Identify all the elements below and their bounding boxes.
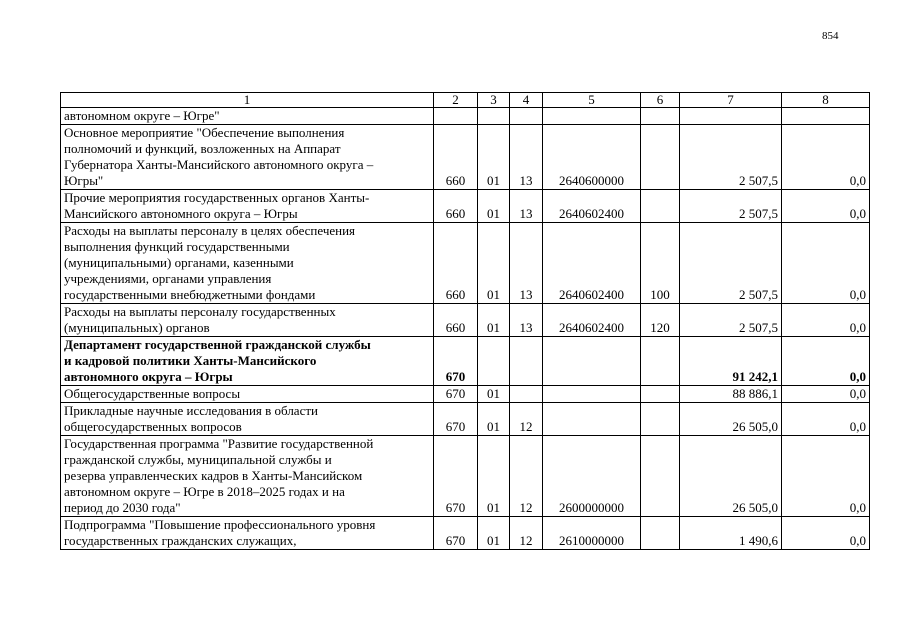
code-cell: 660 <box>434 125 478 190</box>
row-name: Расходы на выплаты персоналу государственных (муниципальных) органов <box>61 304 434 337</box>
amount2-cell: 0,0 <box>782 403 870 436</box>
code-cell: 660 <box>434 223 478 304</box>
table-row <box>61 436 870 517</box>
row-name: Прочие мероприятия государственных органов Ханты- Мансийского автономного округа – Югры <box>61 190 434 223</box>
code-cell: 670 <box>434 517 478 550</box>
section-cell: 01 <box>478 403 510 436</box>
column-header: 5 <box>543 93 641 108</box>
section-cell: 01 <box>478 190 510 223</box>
code-cell: 660 <box>434 190 478 223</box>
section-cell: 01 <box>478 386 510 403</box>
row-name: Основное мероприятие "Обеспечение выполнения полномочий и функций, возложенных на Аппарат Губернатора Ханты-Мансийского автономного округа – Югры" <box>61 125 434 190</box>
amount-cell <box>680 108 782 125</box>
row-name: Общегосударственные вопросы <box>61 386 434 403</box>
amount-cell: 2 507,5 <box>680 125 782 190</box>
code-cell: 670 <box>434 436 478 517</box>
row-name: автономном округе – Югре" <box>61 108 434 125</box>
table-row <box>61 125 870 190</box>
amount-cell: 26 505,0 <box>680 403 782 436</box>
amount-cell: 26 505,0 <box>680 436 782 517</box>
row-name: Прикладные научные исследования в области общегосударственных вопросов <box>61 403 434 436</box>
table-row <box>61 403 870 436</box>
expense-type-cell <box>641 125 680 190</box>
code-cell: 670 <box>434 386 478 403</box>
subsection-cell <box>510 386 543 403</box>
column-header: 7 <box>680 93 782 108</box>
table-row <box>61 190 870 223</box>
table-row <box>61 108 870 125</box>
code-cell: 670 <box>434 403 478 436</box>
section-cell: 01 <box>478 223 510 304</box>
target-item-cell: 2600000000 <box>543 436 641 517</box>
subsection-cell: 13 <box>510 223 543 304</box>
amount2-cell: 0,0 <box>782 436 870 517</box>
amount2-cell: 0,0 <box>782 337 870 386</box>
table-header-row <box>61 93 870 108</box>
amount2-cell: 0,0 <box>782 304 870 337</box>
expense-type-cell <box>641 517 680 550</box>
amount-cell: 91 242,1 <box>680 337 782 386</box>
amount-cell: 2 507,5 <box>680 304 782 337</box>
amount-cell: 88 886,1 <box>680 386 782 403</box>
expense-type-cell <box>641 337 680 386</box>
table-row <box>61 517 870 550</box>
table-row <box>61 386 870 403</box>
section-cell <box>478 108 510 125</box>
amount-cell: 1 490,6 <box>680 517 782 550</box>
amount2-cell: 0,0 <box>782 190 870 223</box>
target-item-cell <box>543 108 641 125</box>
subsection-cell: 12 <box>510 517 543 550</box>
code-cell: 670 <box>434 337 478 386</box>
column-header: 4 <box>510 93 543 108</box>
subsection-cell: 13 <box>510 125 543 190</box>
amount2-cell <box>782 108 870 125</box>
section-cell: 01 <box>478 436 510 517</box>
code-cell <box>434 108 478 125</box>
column-header: 1 <box>61 93 434 108</box>
subsection-cell <box>510 337 543 386</box>
expense-type-cell <box>641 403 680 436</box>
row-name: Подпрограмма "Повышение профессионального уровня государственных гражданских служащих, <box>61 517 434 550</box>
row-name: Государственная программа "Развитие государственной гражданской службы, муниципальной службы и резерва управленческих кадров в Ханты-Мансийском автономном округе – Югре в 2018–2025 годах и на период до 2030 года" <box>61 436 434 517</box>
target-item-cell: 2640600000 <box>543 125 641 190</box>
amount2-cell: 0,0 <box>782 125 870 190</box>
expense-type-cell: 120 <box>641 304 680 337</box>
amount2-cell: 0,0 <box>782 223 870 304</box>
subsection-cell: 13 <box>510 304 543 337</box>
expense-type-cell <box>641 190 680 223</box>
subsection-cell: 12 <box>510 436 543 517</box>
amount2-cell: 0,0 <box>782 386 870 403</box>
target-item-cell: 2640602400 <box>543 223 641 304</box>
section-cell: 01 <box>478 125 510 190</box>
page-number: 854 <box>822 30 839 42</box>
table-row <box>61 304 870 337</box>
table-row <box>61 223 870 304</box>
amount-cell: 2 507,5 <box>680 190 782 223</box>
section-cell: 01 <box>478 304 510 337</box>
expense-type-cell: 100 <box>641 223 680 304</box>
expense-type-cell <box>641 108 680 125</box>
target-item-cell: 2640602400 <box>543 190 641 223</box>
subsection-cell: 12 <box>510 403 543 436</box>
row-name: Расходы на выплаты персоналу в целях обеспечения выполнения функций государственными (муниципальными) органами, казенными учреждениями, органами управления государственными внебюджетными фондами <box>61 223 434 304</box>
budget-table <box>60 92 870 550</box>
section-cell: 01 <box>478 517 510 550</box>
column-header: 2 <box>434 93 478 108</box>
target-item-cell: 2610000000 <box>543 517 641 550</box>
column-header: 6 <box>641 93 680 108</box>
amount-cell: 2 507,5 <box>680 223 782 304</box>
column-header: 8 <box>782 93 870 108</box>
table-row-department <box>61 337 870 386</box>
column-header: 3 <box>478 93 510 108</box>
subsection-cell <box>510 108 543 125</box>
target-item-cell: 2640602400 <box>543 304 641 337</box>
expense-type-cell <box>641 436 680 517</box>
code-cell: 660 <box>434 304 478 337</box>
amount2-cell: 0,0 <box>782 517 870 550</box>
section-cell <box>478 337 510 386</box>
subsection-cell: 13 <box>510 190 543 223</box>
expense-type-cell <box>641 386 680 403</box>
target-item-cell <box>543 337 641 386</box>
target-item-cell <box>543 386 641 403</box>
row-name: Департамент государственной гражданской службы и кадровой политики Ханты-Мансийского автономного округа – Югры <box>61 337 434 386</box>
target-item-cell <box>543 403 641 436</box>
